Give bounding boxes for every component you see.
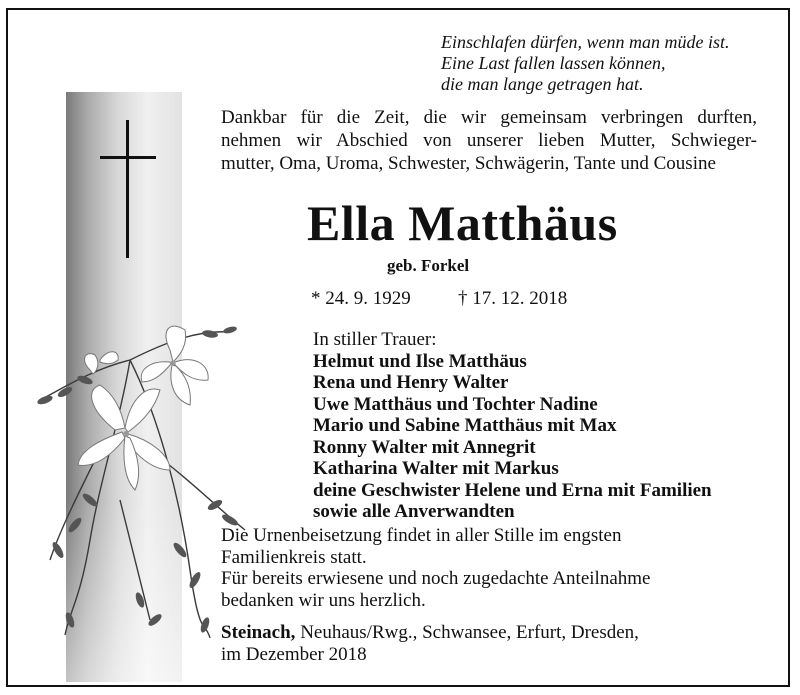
- birth-date: * 24. 9. 1929: [311, 288, 411, 309]
- death-date: † 17. 12. 2018: [458, 288, 568, 309]
- mourner-name: Uwe Matthäus und Tochter Nadine: [313, 393, 598, 415]
- intro-line: nehmen wir Abschied von unserer lieben Mutter, Schwieger-: [221, 130, 757, 151]
- mourner-name: sowie alle Anverwandten: [313, 501, 515, 522]
- mourner-name: Helmut und Ilse Matthäus: [313, 350, 527, 372]
- quote-line: Eine Last fallen lassen können,: [441, 53, 666, 73]
- intro-line: Dankbar für die Zeit, die wir gemeinsam verbringen durften,: [221, 107, 757, 128]
- mourner-name: Katharina Walter mit Markus: [313, 458, 559, 479]
- mourners-header: In stiller Trauer:: [313, 329, 437, 350]
- quote: [441, 32, 729, 95]
- intro-text: [221, 106, 757, 175]
- mourners-list: [313, 329, 712, 523]
- quote-line: Einschlafen dürfen, wenn man müde ist.: [441, 32, 730, 52]
- notice-date: im Dezember 2018: [221, 643, 367, 665]
- mourner-name: Ronny Walter mit Annegrit: [313, 436, 536, 458]
- quote-line: die man lange getragen hat.: [441, 74, 644, 94]
- maiden-name: geb. Forkel: [387, 256, 470, 275]
- deceased-name: Ella Matthäus: [307, 195, 618, 251]
- mourner-name: Rena und Henry Walter: [313, 372, 509, 393]
- cross-icon: [100, 120, 156, 258]
- places-line: [221, 622, 639, 644]
- mourner-name: Mario und Sabine Matthäus mit Max: [313, 415, 617, 436]
- places-and-date: [221, 622, 639, 665]
- burial-line: Die Urnenbeisetzung findet in aller Stille im engsten: [221, 525, 622, 546]
- burial-line: Familienkreis statt.: [221, 546, 367, 568]
- other-places: Neuhaus/Rwg., Schwansee, Erfurt, Dresden,: [295, 622, 639, 643]
- burial-line: Für bereits erwiesene und noch zugedachte Anteilnahme: [221, 568, 651, 589]
- mourner-name: deine Geschwister Helene und Erna mit Familien: [313, 479, 712, 501]
- intro-line: mutter, Oma, Uroma, Schwester, Schwägerin, Tante und Cousine: [221, 153, 716, 174]
- life-dates: [311, 288, 568, 310]
- burial-notice: [221, 525, 650, 611]
- town-name: Steinach,: [221, 622, 296, 643]
- burial-line: bedanken wir uns herzlich.: [221, 589, 426, 611]
